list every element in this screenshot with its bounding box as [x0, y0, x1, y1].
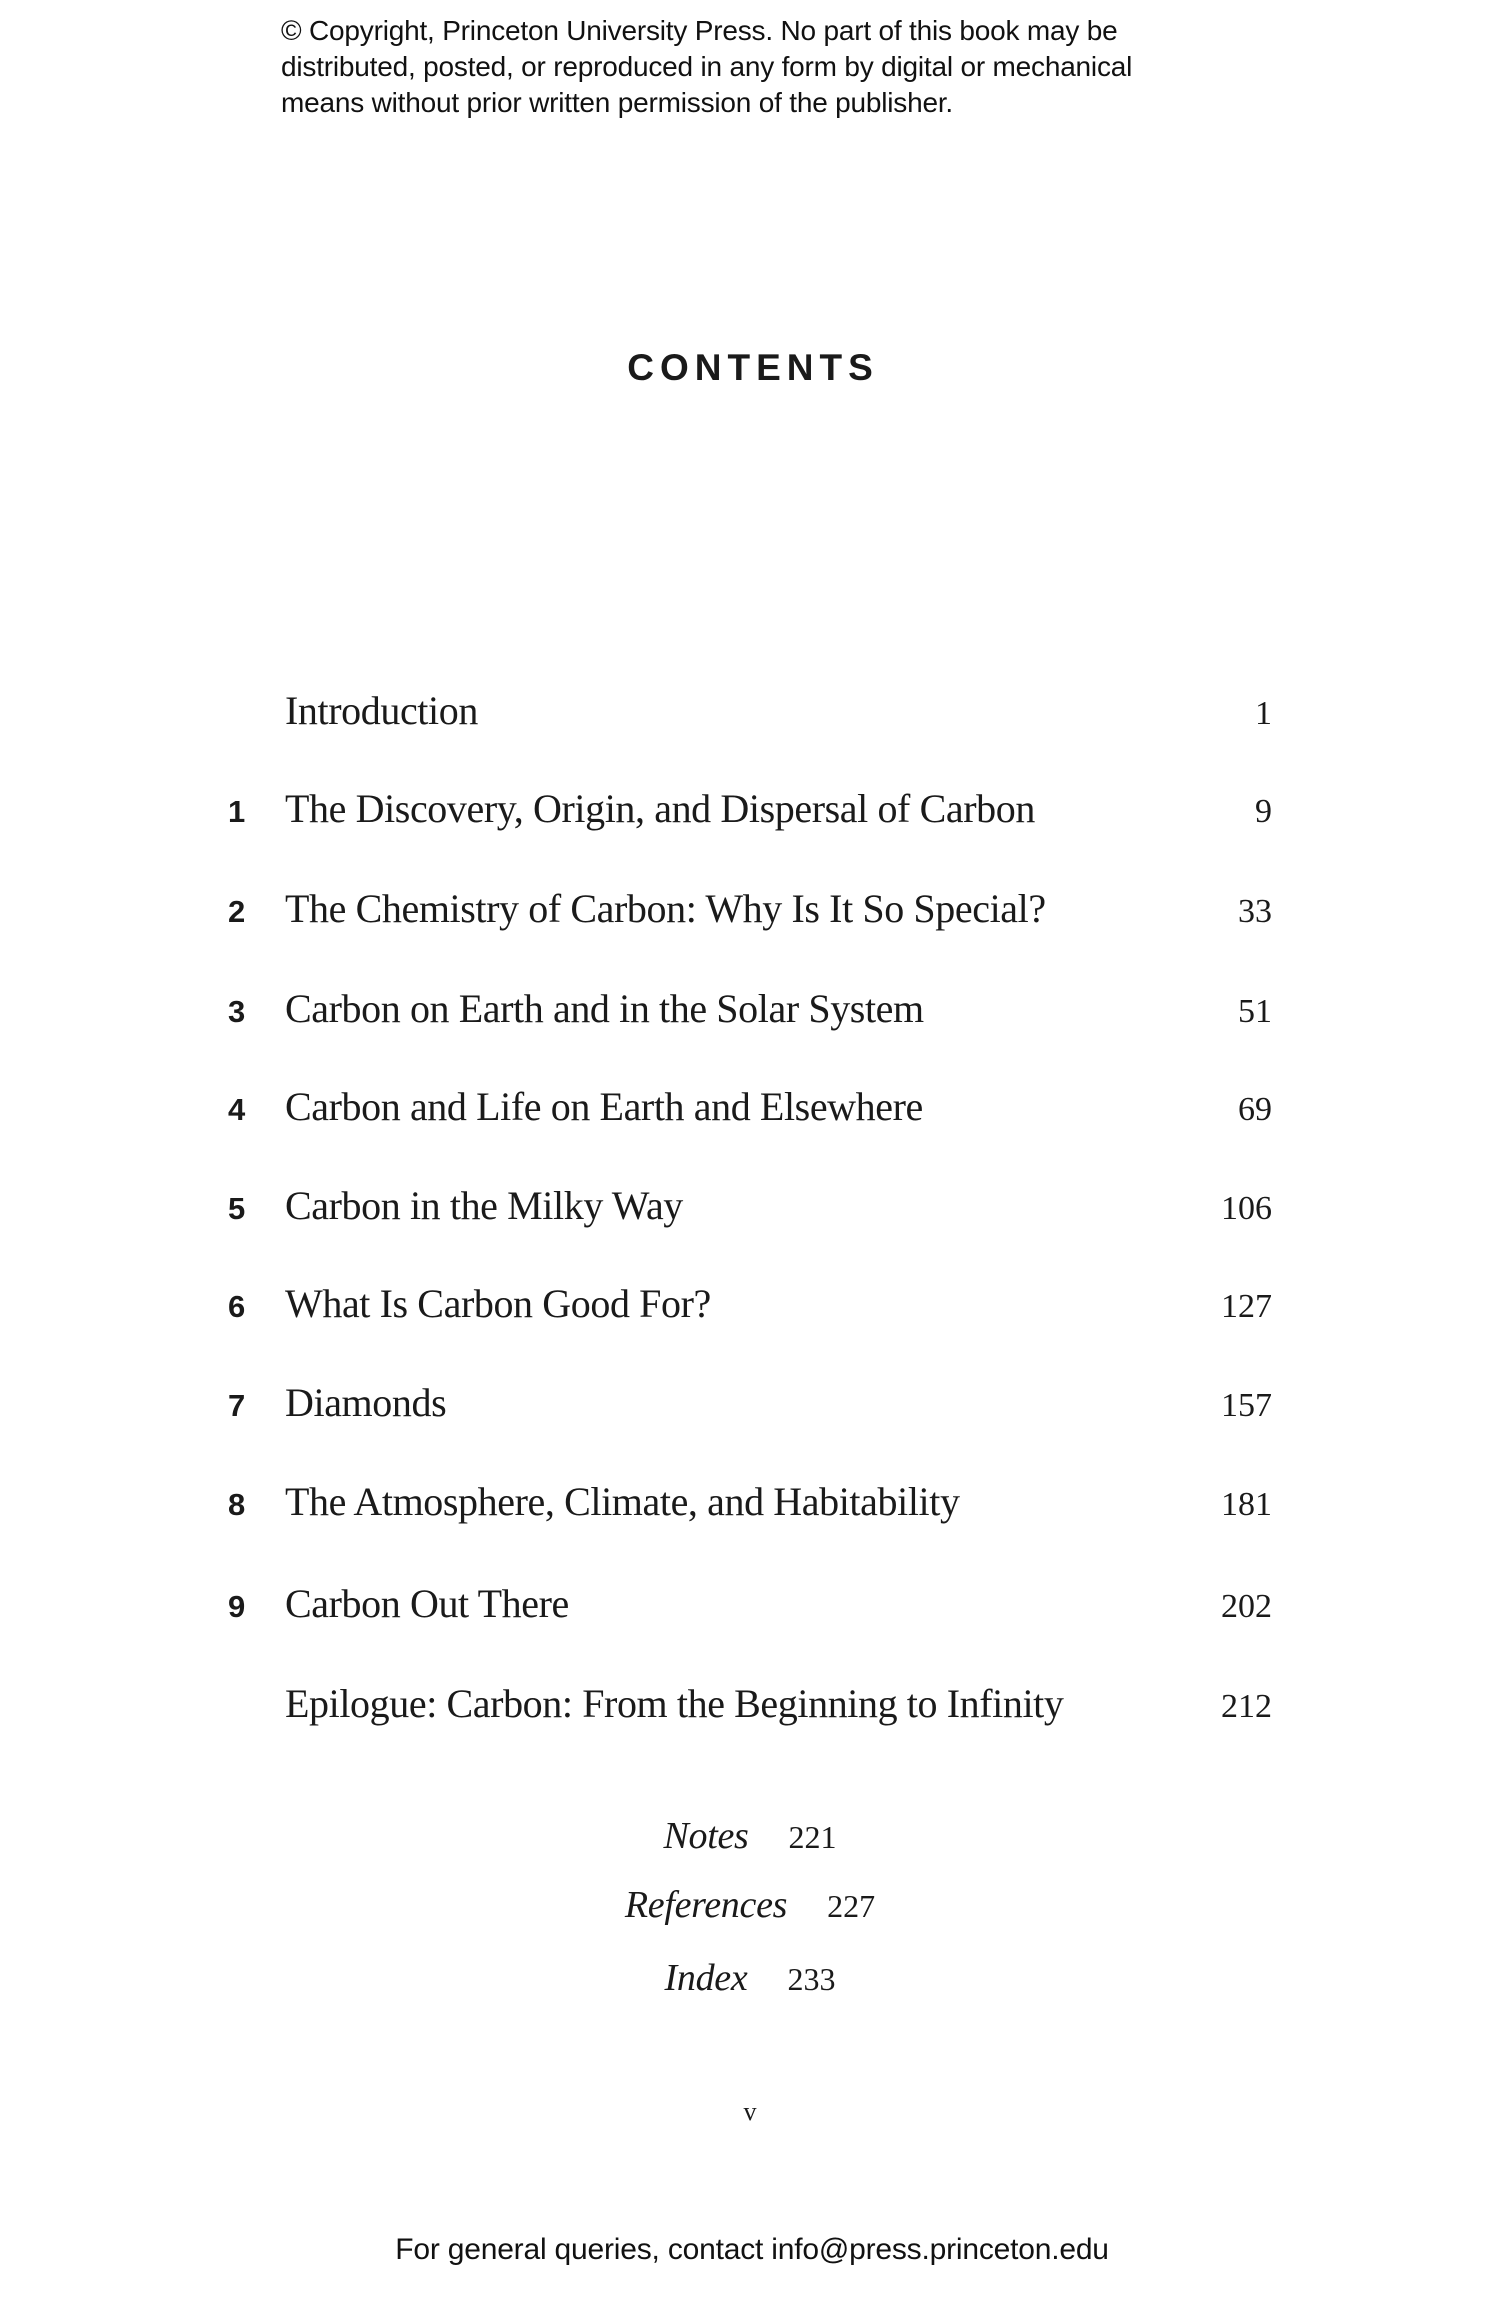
- chapter-title: The Chemistry of Carbon: Why Is It So Special?: [285, 886, 1046, 931]
- toc-entry-chapter-5[interactable]: [220, 1182, 1272, 1230]
- page-folio: v: [743, 2097, 757, 2126]
- page-number: 181: [1221, 1486, 1272, 1523]
- chapter-number: 6: [228, 1289, 246, 1324]
- toc-entry-chapter-7[interactable]: [220, 1379, 1272, 1427]
- chapter-title: Epilogue: Carbon: From the Beginning to Infinity: [285, 1681, 1064, 1726]
- chapter-number: 2: [228, 894, 246, 929]
- toc-entry-chapter-3[interactable]: [220, 985, 1272, 1033]
- chapter-number: 3: [228, 994, 246, 1029]
- chapter-number: 7: [228, 1388, 246, 1423]
- chapter-title: The Discovery, Origin, and Dispersal of Carbon: [285, 786, 1035, 831]
- toc-entry-chapter-9[interactable]: [220, 1580, 1272, 1628]
- page-number: 202: [1221, 1588, 1272, 1625]
- page-title: CONTENTS: [627, 347, 879, 388]
- footer-contact: For general queries, contact info@press.princeton.edu: [395, 2233, 1109, 2266]
- chapter-number: 8: [228, 1487, 246, 1522]
- chapter-title: Carbon Out There: [285, 1581, 569, 1626]
- page-number: 69: [1238, 1091, 1272, 1128]
- copyright-line: distributed, posted, or reproduced in any form by digital or mechanical: [281, 51, 1133, 82]
- chapter-title: Carbon on Earth and in the Solar System: [285, 986, 924, 1031]
- toc-entry-chapter-8[interactable]: [220, 1478, 1272, 1526]
- page-number: 221: [788, 1819, 837, 1855]
- back-matter-title: Index: [664, 1957, 748, 1999]
- chapter-title: Carbon and Life on Earth and Elsewhere: [285, 1084, 923, 1129]
- toc-entry-notes[interactable]: [0, 1813, 1500, 1859]
- chapter-title: Introduction: [285, 688, 478, 733]
- chapter-number: 1: [228, 794, 246, 829]
- page-number: 1: [1255, 695, 1272, 732]
- toc-entry-chapter-6[interactable]: [220, 1280, 1272, 1328]
- page-number: 51: [1238, 993, 1272, 1030]
- page-number: 157: [1221, 1387, 1272, 1424]
- page-number: 127: [1221, 1288, 1272, 1325]
- back-matter-title: References: [624, 1884, 788, 1926]
- chapter-title: The Atmosphere, Climate, and Habitability: [285, 1479, 960, 1524]
- toc-entry-epilogue[interactable]: [220, 1680, 1272, 1728]
- page-number: 106: [1221, 1190, 1272, 1227]
- page-number: 33: [1238, 893, 1272, 930]
- copyright-line: © Copyright, Princeton University Press. No part of this book may be: [281, 15, 1118, 46]
- toc-entry-chapter-2[interactable]: [220, 885, 1272, 933]
- copyright-line: means without prior written permission of the publisher.: [281, 87, 954, 118]
- chapter-number: 9: [228, 1589, 246, 1624]
- copyright-notice: [281, 13, 1241, 121]
- chapter-title: What Is Carbon Good For?: [285, 1281, 711, 1326]
- back-matter-title: Notes: [663, 1815, 749, 1857]
- page-number: 212: [1221, 1688, 1272, 1725]
- toc-entry-chapter-4[interactable]: [220, 1083, 1272, 1131]
- chapter-number: 4: [228, 1092, 246, 1127]
- chapter-number: 5: [228, 1191, 246, 1226]
- chapter-title: Diamonds: [285, 1380, 447, 1425]
- toc-entry-references[interactable]: [0, 1882, 1500, 1928]
- page-number: 9: [1255, 793, 1272, 830]
- toc-entry-chapter-1[interactable]: [220, 785, 1272, 833]
- page-number: 227: [827, 1888, 876, 1924]
- chapter-title: Carbon in the Milky Way: [285, 1183, 683, 1228]
- page-number: 233: [787, 1961, 836, 1997]
- toc-entry-index[interactable]: [0, 1955, 1500, 2001]
- toc-entry-introduction[interactable]: [220, 687, 1272, 735]
